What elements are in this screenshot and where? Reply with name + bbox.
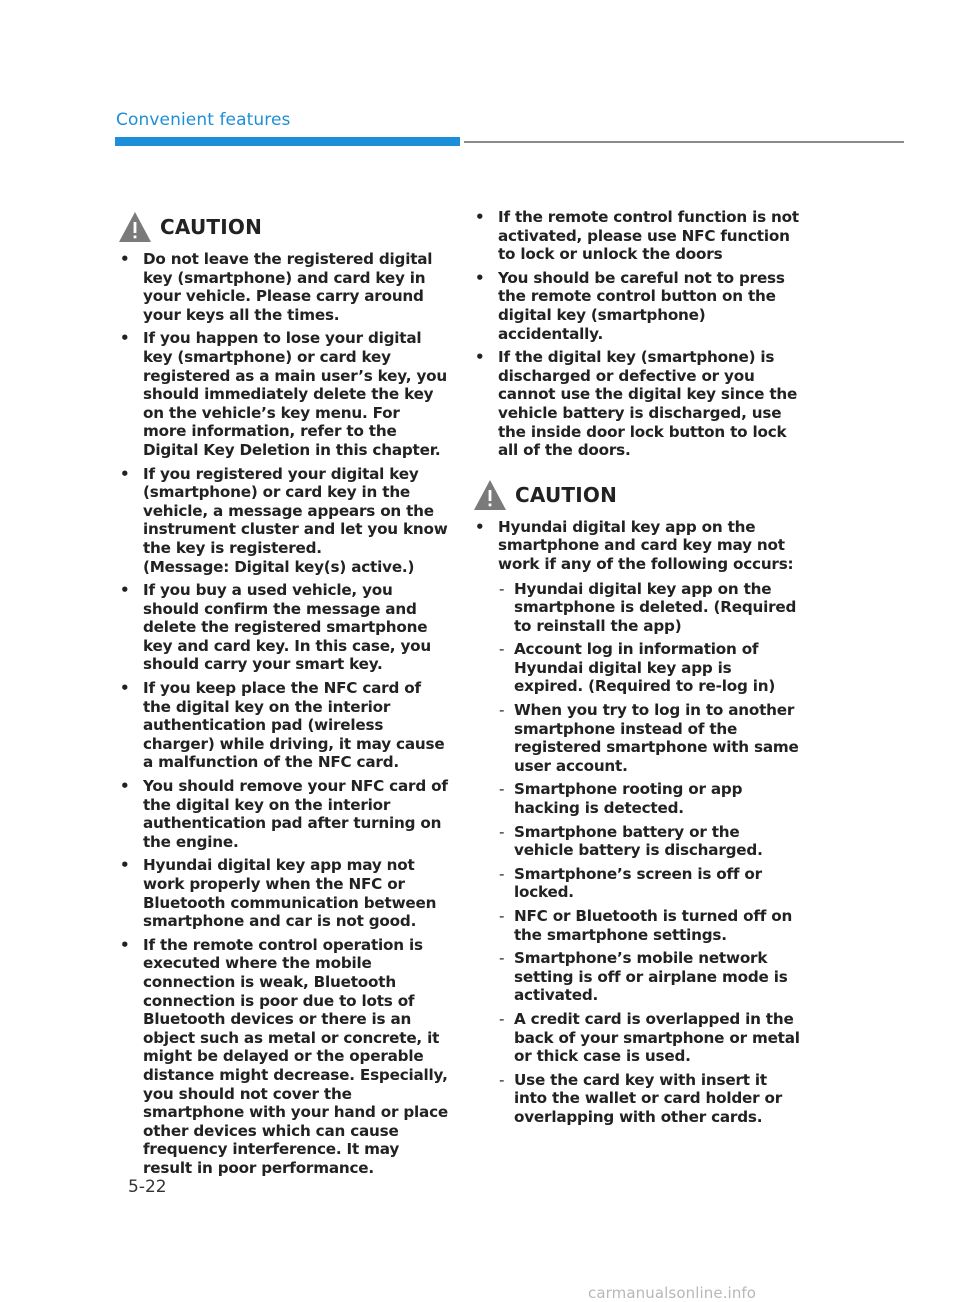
caution-heading xyxy=(118,210,448,244)
list-item: • You should be careful not to press the remote control button on the digital key (smartphone) accidentally. xyxy=(473,269,803,343)
list-item: • If the digital key (smartphone) is discharged or defective or you cannot use the digital key since the vehicle battery is discharged, use the inside door lock button to lock all of the doors. xyxy=(473,348,803,460)
list-item: • If the remote control operation is executed where the mobile connection is weak, Bluetooth connection is poor due to lots of Bluetooth devices or there is an object such as metal or concrete, it might be delayed or the operable distance might decrease. Especially, you should not cover the smartphone with your hand or place other devices which can cause frequency interference. It may result in poor performance. xyxy=(118,936,448,1178)
list-item: • If you happen to lose your digital key (smartphone) or card key registered as a main user’s key, you should immediately delete the key on the vehicle’s key menu. For more information, refer to the Digital Key Deletion in this chapter. xyxy=(118,329,448,459)
list-item xyxy=(473,518,803,1127)
list-item-text: • If you registered your digital key (smartphone) or card key in the vehicle, a message appears on the instrument cluster and let you know the key is registered. xyxy=(143,464,448,557)
list-item: • If you buy a used vehicle, you should confirm the message and delete the registered smartphone key and card key. In this case, you should carry your smart key. xyxy=(118,581,448,674)
list-item xyxy=(118,465,448,577)
sub-list-item: - Smartphone’s screen is off or locked. xyxy=(498,865,803,902)
sub-list-item: - Use the card key with insert it into the wallet or card holder or overlapping with other cards. xyxy=(498,1071,803,1127)
sub-list-item: - Smartphone’s mobile network setting is off or airplane mode is activated. xyxy=(498,949,803,1005)
watermark: carmanualsonline.info xyxy=(588,1284,757,1302)
section-title: Convenient features xyxy=(116,110,291,130)
header-accent-bar xyxy=(115,137,460,146)
caution-list xyxy=(473,518,803,1127)
sub-list xyxy=(498,580,803,1127)
left-column xyxy=(118,210,448,1183)
list-item: • Do not leave the registered digital key (smartphone) and card key in your vehicle. Please carry around your keys all the times. xyxy=(118,250,448,324)
caution-list xyxy=(118,250,448,1178)
sub-list-item: - A credit card is overlapped in the back of your smartphone or metal or thick case is used. xyxy=(498,1010,803,1066)
warning-triangle-icon xyxy=(473,479,507,511)
message-note: (Message: Digital key(s) active.) xyxy=(143,557,415,576)
caution-heading xyxy=(473,478,803,512)
list-item-text: • Hyundai digital key app on the smartphone and card key may not work if any of the following occurs: xyxy=(498,517,794,573)
right-column xyxy=(473,208,803,1132)
list-item: • You should remove your NFC card of the digital key on the interior authentication pad after turning on the engine. xyxy=(118,777,448,851)
caution-label: CAUTION xyxy=(515,482,618,507)
caution-label: CAUTION xyxy=(160,215,263,239)
warning-triangle-icon xyxy=(118,211,152,243)
sub-list-item: - Account log in information of Hyundai digital key app is expired. (Required to re-log in) xyxy=(498,640,803,696)
sub-list-item: - When you try to log in to another smartphone instead of the registered smartphone with same user account. xyxy=(498,701,803,775)
list-item: • If the remote control function is not activated, please use NFC function to lock or unlock the doors xyxy=(473,208,803,264)
sub-list-item: - Smartphone battery or the vehicle battery is discharged. xyxy=(498,823,803,860)
header-rule xyxy=(464,141,904,143)
caution-list-continued xyxy=(473,208,803,460)
list-item: • If you keep place the NFC card of the digital key on the interior authentication pad (wireless charger) while driving, it may cause a malfunction of the NFC card. xyxy=(118,679,448,772)
sub-list-item: - Hyundai digital key app on the smartphone is deleted. (Required to reinstall the app) xyxy=(498,580,803,636)
sub-list-item: - Smartphone rooting or app hacking is detected. xyxy=(498,780,803,817)
list-item: • Hyundai digital key app may not work properly when the NFC or Bluetooth communication between smartphone and car is not good. xyxy=(118,856,448,930)
sub-list-item: - NFC or Bluetooth is turned off on the smartphone settings. xyxy=(498,907,803,944)
page-number: 5-22 xyxy=(128,1177,167,1197)
